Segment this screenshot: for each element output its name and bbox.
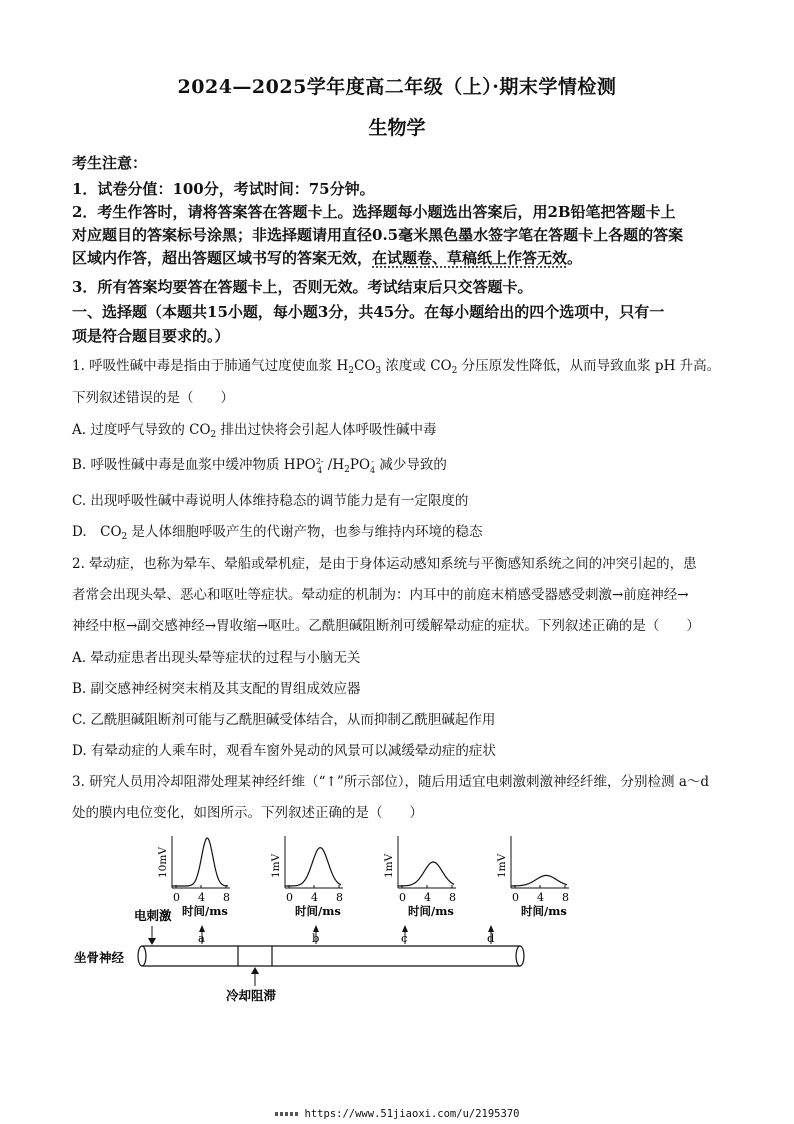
subscript: 2 xyxy=(451,366,458,376)
graph-y-label: 1mV xyxy=(496,853,508,878)
graph-tick-label: 4 xyxy=(424,891,431,904)
potential-curve xyxy=(285,848,341,886)
graph-x-label: 时间/ms xyxy=(408,904,454,918)
graph-x-label: 时间/ms xyxy=(295,904,341,918)
graph-y-label: 1mV xyxy=(383,853,395,878)
notice-heading: 考生注意： xyxy=(72,154,148,172)
subscript: 2 xyxy=(348,366,354,376)
option-text: D. CO xyxy=(72,524,122,540)
q1-text: 1. 呼吸性碱中毒是指由于肺通气过度使血浆 H xyxy=(72,358,349,374)
notice-period: 。 xyxy=(567,249,583,267)
option-text: 排出过快将会引起人体呼吸性碱中毒 xyxy=(216,422,437,438)
graph-tick-label: 8 xyxy=(449,891,456,904)
subscript: 2 xyxy=(210,430,217,440)
q1-text: 分压原发性降低，从而导致血浆 pH 升高。 xyxy=(457,358,721,374)
footer xyxy=(0,1108,794,1120)
subscript: 4 xyxy=(370,466,376,475)
graph-tick-label: 0 xyxy=(173,891,180,904)
graph-tick-label: 8 xyxy=(562,891,569,904)
stimulus-label: 电刺激 xyxy=(134,908,172,923)
potential-curve xyxy=(172,838,228,886)
q3-stem-line-2: 处的膜内电位变化，如图所示。下列叙述正确的是（ ） xyxy=(72,805,423,821)
subscript: 2 xyxy=(344,465,350,475)
potential-curve xyxy=(398,862,454,886)
graph-y-label: 1mV xyxy=(270,853,282,878)
option-text: B. 呼吸性碱中毒是血浆中缓冲物质 HPO xyxy=(72,457,316,473)
q1-option-c: C. 出现呼吸性碱中毒说明人体维持稳态的调节能力是有一定限度的 xyxy=(72,493,469,509)
q2-option-c: C. 乙酰胆碱阻断剂可能与乙酰胆碱受体结合，从而抑制乙酰胆碱起作用 xyxy=(72,712,496,728)
record-point-label: d xyxy=(487,931,495,945)
option-text: 是人体细胞呼吸产生的代谢产物，也参与维持内环境的稳态 xyxy=(127,524,483,540)
record-point-label: a xyxy=(198,931,205,945)
notice-item-2-line-2: 对应题目的答案标号涂黑；非选择题请用直径0.5毫米黑色墨水签字笔在答题卡上各题的答案 xyxy=(72,226,684,244)
notice-item-1: 1．试卷分值：100分，考试时间：75分钟。 xyxy=(72,180,375,198)
record-point-label: c xyxy=(401,931,408,945)
q1-text: 浓度或 CO xyxy=(381,358,452,374)
q1-stem-line-2: 下列叙述错误的是（ ） xyxy=(72,390,234,406)
footer-url[interactable]: https://www.51jiaoxi.com/u/2195370 xyxy=(304,1108,520,1120)
section-heading-line-2: 项是符合题目要求的。） xyxy=(72,327,230,345)
graph-tick-label: 8 xyxy=(223,891,230,904)
section-heading-line-1: 一、选择题（本题共15小题，每小题3分，共45分。在每小题给出的四个选项中，只有一 xyxy=(72,303,665,321)
potential-curve xyxy=(511,875,567,886)
exam-title: 2024—2025学年度高二年级（上）·期末学情检测 xyxy=(177,76,617,98)
graph-y-label: 10mV xyxy=(157,847,169,878)
graph-x-label: 时间/ms xyxy=(182,904,228,918)
graph-tick-label: 4 xyxy=(537,891,544,904)
notice-item-2-line-1: 2．考生作答时，请将答案答在答题卡上。选择题每小题选出答案后，用2B铅笔把答题卡上 xyxy=(72,203,676,221)
block-label: 冷却阻滞 xyxy=(226,988,277,1003)
option-text: A. 过度呼气导致的 CO xyxy=(72,422,211,438)
stimulus-arrow xyxy=(148,926,156,945)
subscript: 4 xyxy=(317,466,323,475)
subscript: 2 xyxy=(121,532,128,542)
q2-option-b: B. 副交感神经树突末梢及其支配的胃组成效应器 xyxy=(72,681,361,697)
q2-stem-line-3: 神经中枢→副交感神经→胃收缩→呕吐。乙酰胆碱阻断剂可缓解晕动症的症状。下列叙述正确的是（ ） xyxy=(72,618,700,634)
block-arrow xyxy=(251,967,259,986)
record-point-label: b xyxy=(312,931,320,945)
nerve-right-end xyxy=(516,946,524,966)
stimulus-arrow-head xyxy=(148,938,156,945)
option-text: 减少导致的 xyxy=(375,457,447,473)
graph-x-label: 时间/ms xyxy=(521,904,567,918)
q2-stem-line-2: 者常会出现头晕、恶心和呕吐等症状。晕动症的机制为：内耳中的前庭末梢感受器感受刺激→前庭神经→ xyxy=(72,587,689,603)
q1-text: CO xyxy=(353,358,376,374)
nerve-label: 坐骨神经 xyxy=(74,950,125,965)
graph-tick-label: 0 xyxy=(286,891,293,904)
notice-text: 区域内作答，超出答题区域书写的答案无效， xyxy=(72,249,373,267)
block-arrow-head xyxy=(251,967,259,974)
graph-tick-label: 4 xyxy=(311,891,318,904)
emphasized-text: 在试题卷、草稿纸上作答无效 xyxy=(372,249,568,267)
option-text: PO xyxy=(349,457,371,473)
q2-option-d: D. 有晕动症的人乘车时，观看车窗外晃动的风景可以减缓晕动症的症状 xyxy=(72,743,496,759)
option-text: /H xyxy=(323,457,345,473)
nerve-fiber xyxy=(138,946,524,966)
superscript: 2- xyxy=(315,457,324,466)
watermark-mark xyxy=(275,1112,299,1116)
notice-item-3: 3．所有答案均要答在答题卡上，否则无效。考试结束后只交答题卡。 xyxy=(72,278,533,296)
graph-tick-label: 4 xyxy=(198,891,205,904)
q3-stem-line-1: 3. 研究人员用冷却阻滞处理某神经纤维（“↑”所示部位），随后用适宜电刺激刺激神经纤维，分别检测 a～d xyxy=(72,774,710,790)
superscript: - xyxy=(371,457,374,466)
subscript: 3 xyxy=(375,366,382,376)
graph-tick-label: 8 xyxy=(336,891,343,904)
q2-option-a: A. 晕动症患者出现头晕等症状的过程与小脑无关 xyxy=(72,650,361,666)
graph-tick-label: 0 xyxy=(512,891,519,904)
graph-tick-label: 0 xyxy=(399,891,406,904)
potential-graphs xyxy=(157,836,569,945)
nerve-left-end xyxy=(138,946,146,966)
q2-stem-line-1: 2. 晕动症，也称为晕车、晕船或晕机症，是由于身体运动感知系统与平衡感知系统之间的冲突引起的，患 xyxy=(72,556,697,572)
subject-title: 生物学 xyxy=(368,117,426,139)
